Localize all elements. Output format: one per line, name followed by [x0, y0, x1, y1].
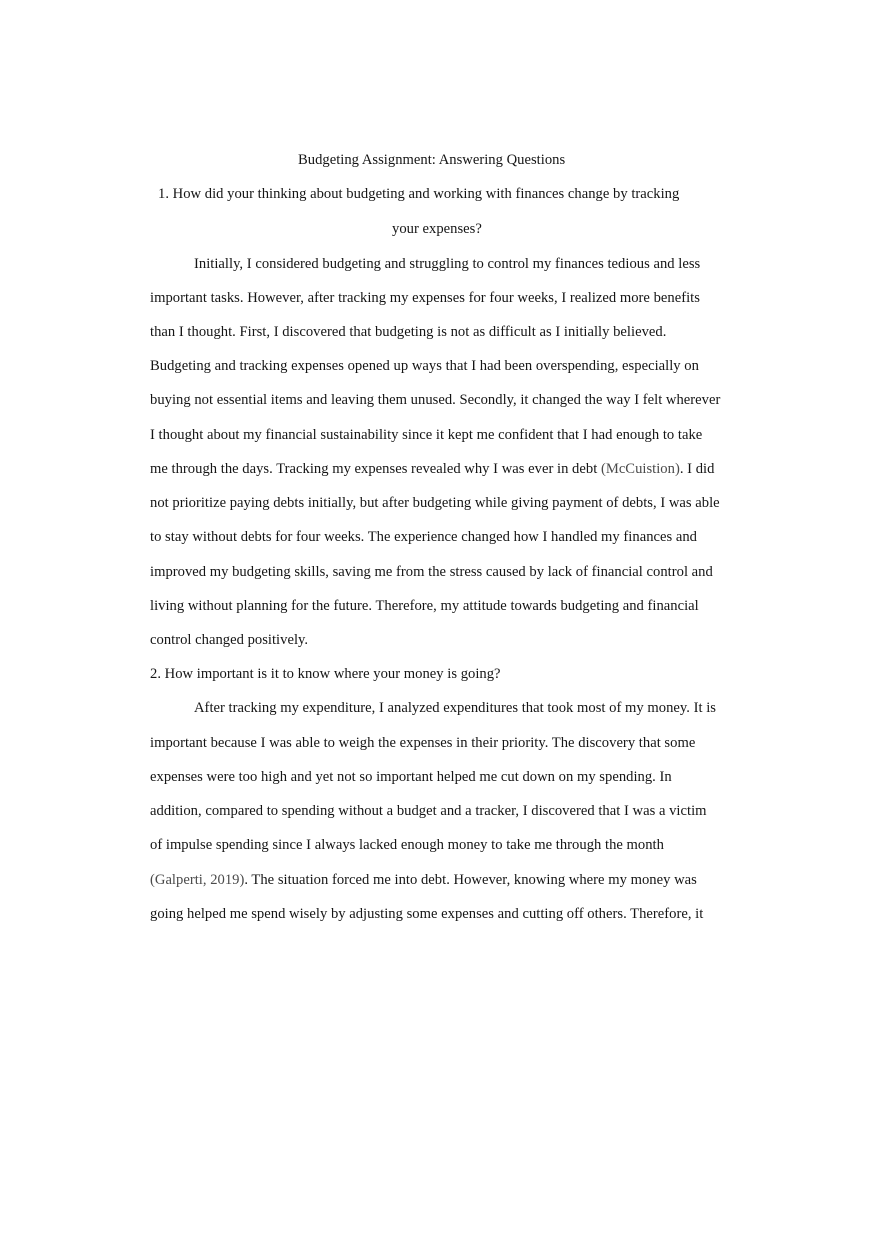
answer-1-line-6: I thought about my financial sustainability since it kept me confident that I had enough to take — [150, 427, 703, 443]
answer-1-line-7-tail: . I did — [679, 461, 715, 477]
document-title: Budgeting Assignment: Answering Questions — [298, 152, 566, 168]
citation-galperti: (Galperti, 2019) — [150, 872, 245, 888]
answer-1-line-12: control changed positively. — [150, 632, 309, 648]
answer-2-line-3: expenses were too high and yet not so important helped me cut down on my spending. In — [150, 769, 672, 785]
question-2: 2. How important is it to know where your money is going? — [150, 666, 501, 682]
answer-1-line-7-text: me through the days. Tracking my expenses revealed why I was ever in debt — [150, 461, 601, 477]
question-1-line-1: 1. How did your thinking about budgeting and working with finances change by tracking — [158, 186, 680, 202]
answer-1-line-5: buying not essential items and leaving them unused. Secondly, it changed the way I felt wherever — [150, 392, 721, 408]
answer-1-line-3: than I thought. First, I discovered that budgeting is not as difficult as I initially believed. — [150, 324, 667, 340]
answer-2-line-5: of impulse spending since I always lacked enough money to take me through the month — [150, 837, 664, 853]
answer-1-line-9: to stay without debts for four weeks. The experience changed how I handled my finances and — [150, 529, 697, 545]
answer-1-line-4: Budgeting and tracking expenses opened up ways that I had been overspending, especially on — [150, 358, 699, 374]
answer-1-line-2: important tasks. However, after tracking my expenses for four weeks, I realized more benefits — [150, 290, 700, 306]
answer-2-line-1: After tracking my expenditure, I analyzed expenditures that took most of my money. It is — [194, 700, 716, 716]
answer-1-line-11: living without planning for the future. Therefore, my attitude towards budgeting and financial — [150, 598, 699, 614]
question-1-line-2: your expenses? — [392, 221, 482, 237]
answer-2-line-2: important because I was able to weigh the expenses in their priority. The discovery that some — [150, 735, 696, 751]
answer-2-line-4: addition, compared to spending without a budget and a tracker, I discovered that I was a victim — [150, 803, 707, 819]
answer-1-line-8: not prioritize paying debts initially, but after budgeting while giving payment of debts, I was able — [150, 495, 720, 511]
citation-mccuistion: (McCuistion) — [600, 461, 680, 477]
answer-2-line-7: going helped me spend wisely by adjusting some expenses and cutting off others. Therefore, it — [150, 906, 704, 922]
answer-1-line-10: improved my budgeting skills, saving me from the stress caused by lack of financial control and — [150, 564, 713, 580]
answer-1-line-7 — [150, 459, 714, 479]
answer-2-line-6 — [150, 870, 697, 890]
answer-1-line-1: Initially, I considered budgeting and struggling to control my finances tedious and less — [194, 256, 701, 272]
answer-2-line-6-tail: . The situation forced me into debt. However, knowing where my money was — [244, 872, 697, 888]
